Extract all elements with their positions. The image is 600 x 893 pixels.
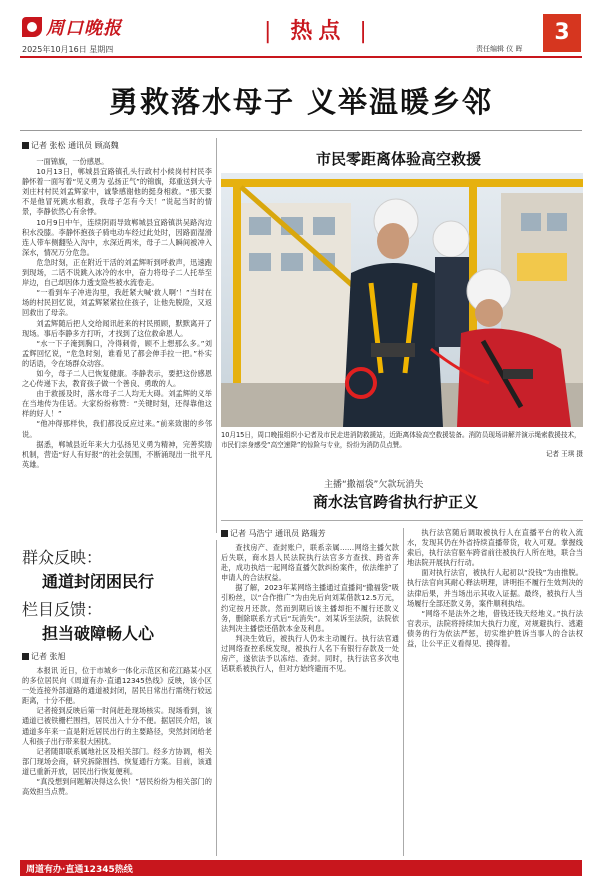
- feedback-subhead: 担当破障畅人心: [42, 624, 155, 643]
- hotline-band-text: 周道有办·直通12345热线: [26, 865, 133, 875]
- story1-body: [22, 157, 212, 533]
- masthead: [0, 0, 600, 58]
- story2-paragraph: 执行法官随后调取被执行人在直播平台的收入流水，发现其仍在外省持续直播带货，收入可观。掌握线索后，执行法官驱车跨省前往被执行人所在地，联合当地法院开展执行行动。: [407, 528, 583, 568]
- story1-paragraph: 如今，母子二人已恢复健康。李静表示，要把这份感恩之心传递下去，教育孩子做一个善良、勇敢的人。: [22, 368, 212, 389]
- main-headline: 勇救落水母子 义举温暖乡邻: [108, 85, 494, 119]
- feedback-title: 栏目反馈：: [22, 600, 103, 619]
- story2-paragraph: “网络不是法外之地，借钱还钱天经地义。”执行法官表示，法院将持续加大执行力度，对规避执行、逃避债务的行为依法严惩，切实维护胜诉当事人的合法权益，让公平正义看得见、摸得着。: [407, 608, 583, 649]
- reader-report-subhead: 通道封闭困民行: [42, 572, 155, 591]
- story2-paragraph: 面对执行法官，被执行人起初以“没钱”为由推脱。执行法官向其耐心释法明理，讲明拒不履行生效判决的法律后果，并当场出示其收入证据。最终，被执行人当场履行全部还款义务，案件顺利执结。: [407, 568, 583, 608]
- column-divider: [403, 528, 404, 856]
- story2-paragraph: 查找房产、查封账户，联系亲属……网络主播欠款后失联，商水县人民法院执行法官多方查找、跨省奔赴，成功执结一起网络直播欠款纠纷案件，依法维护了申请人的合法权益。: [221, 543, 399, 583]
- story1-byline: [22, 140, 119, 151]
- story1-byline-text: 记者 张松 通讯员 顾高魏: [31, 141, 119, 150]
- hotline-footer-band: [20, 860, 582, 876]
- story1-paragraph: 10月13日，郸城县宜路镇孔头行政村小候岗村村民李静怀着一面写着“见义勇为 弘扬正气”的锦旗，郑重送到大寺刘庄村村民刘孟辉家中，诚挚感谢他的挺身相救。“那天要不是他冒死跳水相救，我母子怎有今天！”说起当时的情景，李静依然心有余悸。: [22, 167, 212, 217]
- byline-square-icon: [221, 530, 228, 537]
- story2-byline-text: 记者 马浩宁 通讯员 路瑞芳: [230, 529, 326, 538]
- byline-square-icon: [22, 142, 29, 149]
- photo-caption: [221, 431, 583, 460]
- story2-headline: 商水法官跨省执行护正义: [313, 493, 479, 511]
- story3-paragraph: 本报讯 近日，位于市城乡一体化示范区和花江路某小区的多位居民向《周道有办·直通12345热线》反映，该小区一处连接外部道路的通道被封闭，居民日常出行需绕行较远距离，十分不便。: [22, 666, 212, 706]
- story2-paragraph: 据了解，2023年某网络主播通过直播间“撒福袋”吸引粉丝，以“合作推广”为由先后向刘某借款12.5万元，约定按月还款。然而到期后该主播却拒不履行还款义务，删除联系方式后“玩消失”。刘某诉至法院，法院依法判决主播偿还借款本金及利息。: [221, 583, 399, 633]
- story2-kicker: 主播“撒福袋”欠款玩消失: [324, 480, 424, 490]
- story1-paragraph: 由于救援及时，落水母子二人均无大碍。刘孟辉的义举在当地传为佳话。大家纷纷称赞：“关键时刻，还得靠他这样的好人！”: [22, 389, 212, 419]
- headline-rule: [20, 130, 582, 131]
- logo-mark-icon: [22, 17, 42, 37]
- story3-paragraph: 记者接到反映后第一时间赶赴现场核实。现场看到，该通道已被铁栅栏围挡，居民出入十分不便。据居民介绍，该通道多年来一直是附近居民出行的主要路径，突然封闭给老人和孩子出行带来很大困扰。: [22, 706, 212, 746]
- story1-paragraph: 一面锦旗，一份感恩。: [36, 157, 109, 166]
- section-tag: | 热点 |: [264, 19, 373, 44]
- photo-caption-text: 10月15日，周口晚报组织小记者及市民走进消防救援站，近距离体验高空救援装备。消防员现场讲解并演示绳索救援技术，市民们亲身感受“高空速降”的惊险与专业，纷纷为消防员点赞。: [221, 431, 581, 449]
- column-divider: [216, 540, 217, 856]
- story3-paragraph: “真没想到问题解决得这么快！”居民纷纷为相关部门的高效担当点赞。: [22, 777, 212, 797]
- issue-date: 2025年10月16日 星期四: [22, 45, 114, 54]
- story1-paragraph: 10月9日中午，连续阴雨导致郸城县宜路镇洪吴路沟边积水没膝。李静怀抱孩子骑电动车经过此处时，因路面湿滑连人带车侧翻坠入沟中，水深近两米，母子二人瞬间被冲入深水，情况万分危急。: [22, 217, 212, 257]
- rescue-training-photo: [221, 173, 583, 427]
- reader-report-title: 群众反映：: [22, 548, 103, 567]
- story2-paragraph: 判决生效后，被执行人仍未主动履行。执行法官通过网络查控系统发现，被执行人名下有银行存款及一处房产，遂依法予以冻结、查封。同时，执行法官多次电话联系被执行人，但对方始终避而不见。: [221, 633, 399, 674]
- section-label: 热点: [290, 19, 347, 44]
- story1-paragraph: 危急时刻，正在附近干活的刘孟辉听到呼救声，迅速跑到现场，二话不说跳入冰冷的水中，奋力将母子二人托举至岸边，自己却因体力透支险些被水流卷走。: [22, 257, 212, 288]
- photo-subhead: 市民零距离体验高空救援: [316, 150, 482, 168]
- story2-body-col1: [221, 543, 399, 855]
- story2-byline: [221, 528, 326, 539]
- story1-paragraph: “水一下子淹到胸口，冷得刺骨，顾不上想那么多。”刘孟辉回忆说，“危急时刻，谁看见了都会伸手拉一把。”朴实的话语，令在场群众动容。: [22, 338, 212, 368]
- story1-paragraph: 刘孟辉随后把人交给闻讯赶来的村民照顾，默默离开了现场。事后李静多方打听，才找到了这位救命恩人。: [22, 318, 212, 338]
- story3-body: [22, 666, 212, 856]
- story1-paragraph: “一看到车子冲进沟里，我赶紧大喊‘救人啊’！”当时在场的村民回忆说，刘孟辉紧紧拉住孩子，让他先脱险，又返回救出了母亲。: [22, 288, 212, 318]
- story3-byline-text: 记者 张旭: [31, 652, 66, 661]
- photo-credit: 记者 王琪 摄: [545, 450, 583, 458]
- story2-rule: [221, 520, 583, 521]
- newspaper-logo: [22, 14, 152, 40]
- story2-body-col2: [407, 528, 583, 855]
- story1-paragraph: “他冲得那样快，我们都没反应过来。”前来致谢的乡邻说。: [22, 419, 212, 439]
- editor-credit: 责任编辑 仪 晖: [476, 45, 523, 53]
- rescue-photo-illustration: [221, 173, 583, 427]
- logo-text: 周口晚报: [46, 18, 122, 39]
- header-rule: [20, 56, 582, 58]
- story3-byline: [22, 651, 66, 662]
- story1-paragraph: 据悉，郸城县近年来大力弘扬见义勇为精神，完善奖励机制，营造“好人有好报”的社会氛围，不断涌现出一批平凡英雄。: [22, 439, 212, 469]
- story3-paragraph: 记者随即联系属地社区及相关部门。经多方协调，相关部门现场会商，研究拆除围挡、恢复通行方案。目前，该通道已重新开放，居民出行恢复便利。: [22, 746, 212, 776]
- page-number: 3: [543, 14, 581, 52]
- byline-square-icon: [22, 653, 29, 660]
- column-divider: [216, 138, 217, 533]
